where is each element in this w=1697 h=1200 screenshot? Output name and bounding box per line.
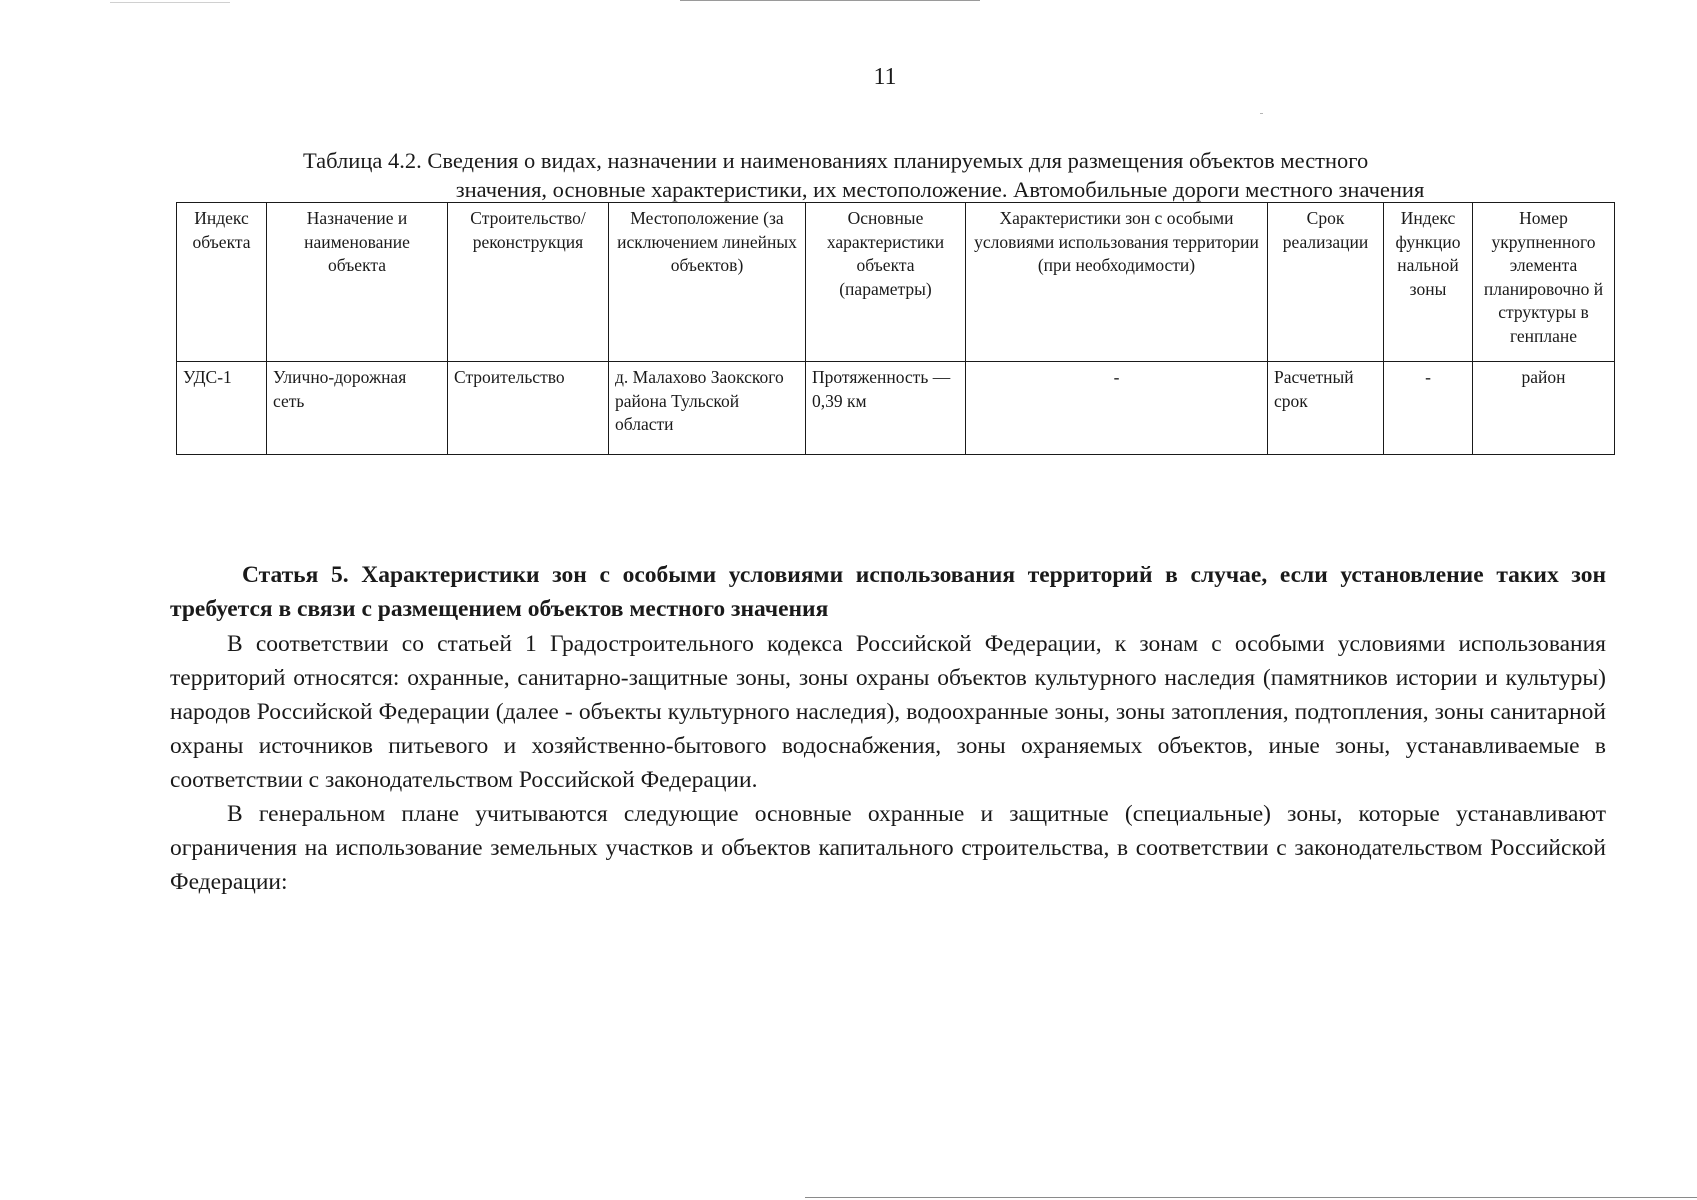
table-cell: д. Малахово Заокского района Тульской области bbox=[609, 362, 806, 455]
header-cell: Местоположение (за исключением линейных объектов) bbox=[609, 203, 806, 362]
article-paragraph: В генеральном плане учитываются следующие основные охранные и защитные (специальные) зоны, которые устанавливают ограничения на использование земельных участков и объектов капитального строительства, в соответствии с законодательством Российской Федерации: bbox=[170, 801, 1606, 895]
table-cell: Строительство bbox=[448, 362, 609, 455]
table-caption-line-1: Таблица 4.2. Сведения о видах, назначении и наименованиях планируемых для размещения объектов местного bbox=[303, 148, 1369, 173]
article-heading: Статья 5. Характеристики зон с особыми условиями использования территорий в случае, если установление таких зон требуется в связи с размещением объектов местного значения bbox=[170, 562, 1606, 622]
header-cell: Назначение и наименование объекта bbox=[267, 203, 448, 362]
page-number: 11 bbox=[873, 64, 897, 90]
header-cell: Срок реализации bbox=[1268, 203, 1384, 362]
header-cell: Строительство/ реконструкция bbox=[448, 203, 609, 362]
table-cell: Протяженность — 0,39 км bbox=[806, 362, 966, 455]
article-paragraph: В соответствии со статьей 1 Градостроительного кодекса Российской Федерации, к зонам с особыми условиями использования территорий относятся: охранные, санитарно-защитные зоны, зоны охраны объектов культурного наследия (памятников истории и культуры) народов Российской Федерации (далее - объекты культурного наследия), водоохранные зоны, зоны затопления, подтопления, зоны санитарной охраны источников питьевого и хозяйственно-бытового водоснабжения, зоны охраняемых объектов, иные зоны, устанавливаемые в соответствии с законодательством Российской Федерации. bbox=[170, 631, 1606, 793]
table-cell: - bbox=[966, 362, 1268, 455]
table-caption bbox=[290, 146, 1590, 204]
table-cell: - bbox=[1384, 362, 1473, 455]
scan-edge-mark bbox=[110, 2, 230, 3]
header-cell: Индекс функцио нальной зоны bbox=[1384, 203, 1473, 362]
scan-speck bbox=[1260, 113, 1263, 114]
header-cell: Основные характеристики объекта (параметры) bbox=[806, 203, 966, 362]
table-cell: Расчетный срок bbox=[1268, 362, 1384, 455]
scan-edge-line-top bbox=[680, 0, 980, 1]
header-cell: Номер укрупненного элемента планировочно й структуры в генплане bbox=[1473, 203, 1615, 362]
table-cell: УДС-1 bbox=[177, 362, 267, 455]
header-cell: Индекс объекта bbox=[177, 203, 267, 362]
table-header-row bbox=[177, 203, 1615, 362]
table-cell: район bbox=[1473, 362, 1615, 455]
table-cell: Улично-дорожная сеть bbox=[267, 362, 448, 455]
objects-table bbox=[176, 202, 1615, 455]
table-caption-line-2: значения, основные характеристики, их местоположение. Автомобильные дороги местного значения bbox=[455, 177, 1425, 202]
scan-edge-line-bottom bbox=[805, 1197, 1697, 1198]
table-row bbox=[177, 362, 1615, 455]
header-cell: Характеристики зон с особыми условиями использования территории (при необходимости) bbox=[966, 203, 1268, 362]
